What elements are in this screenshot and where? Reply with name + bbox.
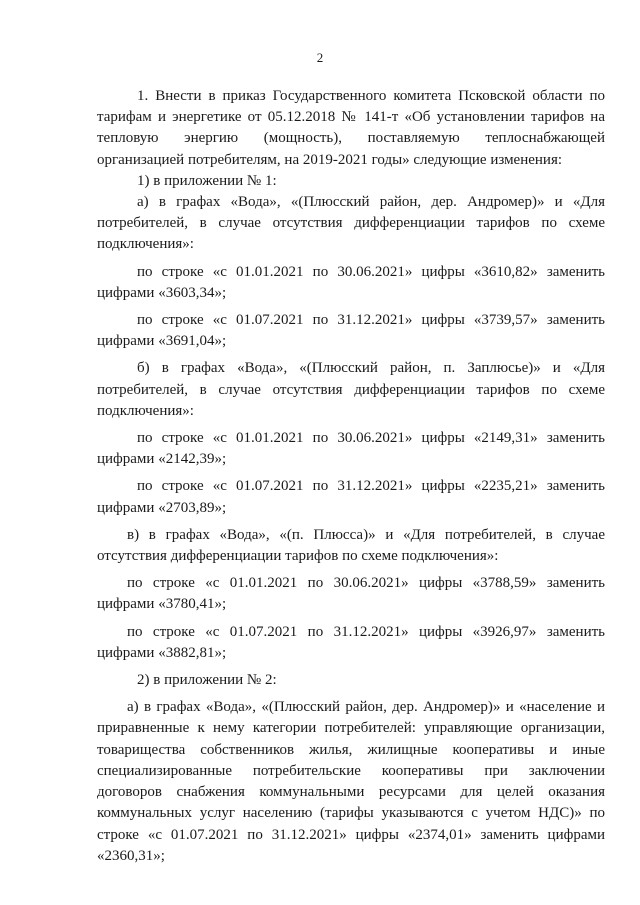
document-body <box>97 86 605 867</box>
page-number: 2 <box>316 50 324 65</box>
paragraph-5: по строке «с 01.07.2021 по 31.12.2021» цифры «3739,57» заменить цифрами «3691,04»; <box>97 312 605 350</box>
paragraph-9: в) в графах «Вода», «(п. Плюсса)» и «Для потребителей, в случае отсутствия дифференциации тарифов по схеме подключения»: <box>97 526 605 565</box>
paragraph-4: по строке «с 01.01.2021 по 30.06.2021» цифры «3610,82» заменить цифрами «3603,34»; <box>97 263 605 301</box>
paragraph-1: 1. Внести в приказ Государственного комитета Псковской области по тарифам и энергетике от 05.12.2018 № 141-т «Об установлении тарифов на тепловую энергию (мощность), поставляемую теплоснабжающей организацией потребителям, на 2019-2021 годы» следующие изменения: <box>97 88 605 168</box>
paragraph-12: 2) в приложении № 2: <box>137 672 277 689</box>
paragraph-3: а) в графах «Вода», «(Плюсский район, дер. Андромер)» и «Для потребителей, в случае отсутствия дифференциации тарифов по схеме подключения»: <box>97 194 605 253</box>
paragraph-6: б) в графах «Вода», «(Плюсский район, п. Заплюсье)» и «Для потребителей, в случае отсутствия дифференциации тарифов по схеме подключения»: <box>97 360 605 419</box>
paragraph-8: по строке «с 01.07.2021 по 31.12.2021» цифры «2235,21» заменить цифрами «2703,89»; <box>97 478 605 516</box>
paragraph-13: а) в графах «Вода», «(Плюсский район, дер. Андромер)» и «население и приравненные к нему категории потребителей: управляющие организации, товарищества собственников жилья, жилищные кооперативы и иные специализированные потребительские кооперативы при заключении договоров снабжения коммунальными ресурсами для целей оказания коммунальных услуг населению (тарифы указываются с учетом НДС)» по строке «с 01.07.2021 по 31.12.2021» цифры «2374,01» заменить цифрами «2360,31»; <box>97 699 605 864</box>
paragraph-10: по строке «с 01.01.2021 по 30.06.2021» цифры «3788,59» заменить цифрами «3780,41»; <box>97 575 605 613</box>
paragraph-7: по строке «с 01.01.2021 по 30.06.2021» цифры «2149,31» заменить цифрами «2142,39»; <box>97 430 605 468</box>
paragraph-11: по строке «с 01.07.2021 по 31.12.2021» цифры «3926,97» заменить цифрами «3882,81»; <box>97 623 605 661</box>
paragraph-2: 1) в приложении № 1: <box>137 172 277 189</box>
